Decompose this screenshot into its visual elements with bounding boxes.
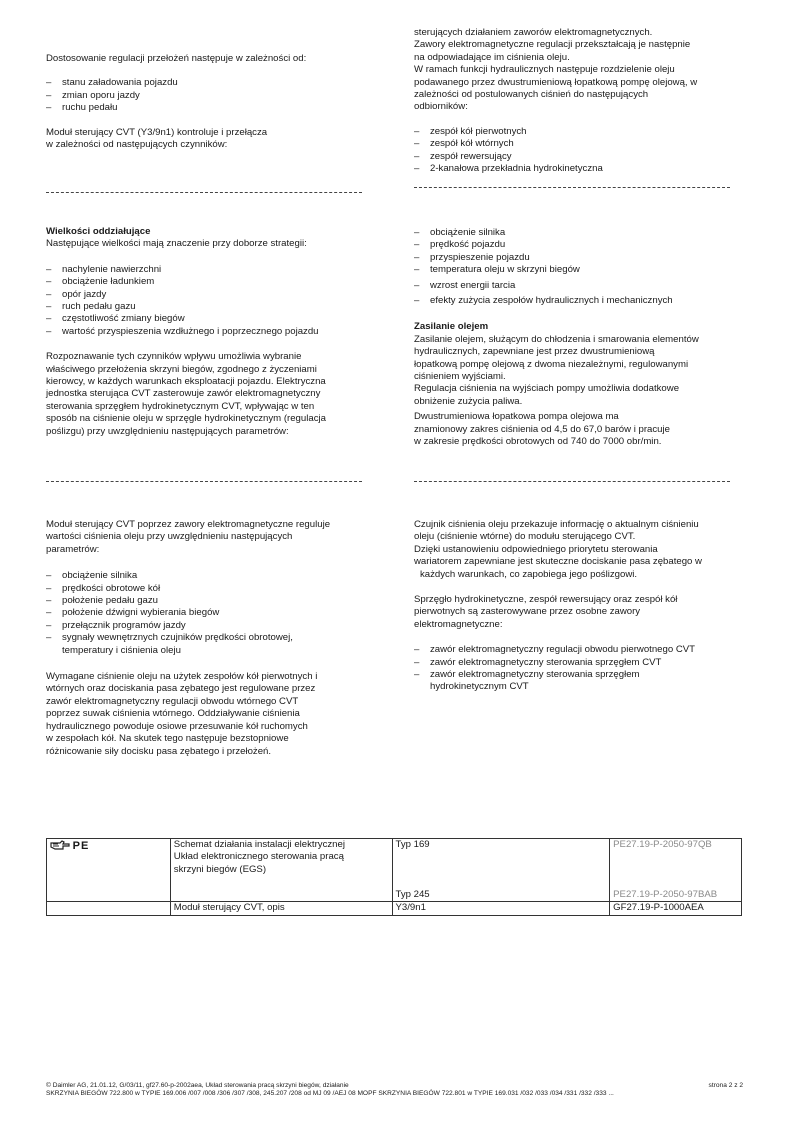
list-item: – ruchu pedału: [46, 102, 376, 114]
separator: [46, 192, 362, 193]
footer-line-1: © Daimler AG, 21.01.12, G/03/11, gf27.60-p-2002aea, Układ sterowania pracą skrzyni biegów, działanie: [46, 1082, 349, 1089]
list-item: – zespół kół wtórnych: [414, 138, 754, 150]
right-section-1: [414, 27, 754, 175]
left1-intro: Dostosowanie regulacji przełożeń następuje w zależności od:: [46, 53, 307, 64]
list-item: – częstotliwość zmiany biegów: [46, 313, 386, 325]
right2-list: [414, 227, 754, 307]
right1-paragraph: sterujących działaniem zaworów elektromagnetycznych. Zawory elektromagnetyczne regulacji przekształcają je następnie na odpowiadające im ciśnienia oleju. W ramach funkcji hydraulicznych następuje rozdzielenie oleju podawanego przez dwustrumieniową łopatkową pompę olejową, w zależności od postulowanych ciśnień do następujących odbiorników:: [414, 27, 698, 113]
type-cell: Typ 169 Typ 245: [392, 839, 610, 902]
list-item: – efekty zużycia zespołów hydraulicznych i mechanicznych: [414, 295, 754, 307]
left3-list: [46, 570, 386, 657]
description-cell: Schemat działania instalacji elektrycznej Układ elektronicznego sterowania pracą skrzyni biegów (EGS): [170, 839, 392, 902]
section-heading: Wielkości oddziałujące: [46, 226, 151, 237]
left2-list: [46, 264, 386, 338]
list-item: – nachylenie nawierzchni: [46, 264, 386, 276]
right3-paragraph-1: Czujnik ciśnienia oleju przekazuje informację o aktualnym ciśnieniu oleju (ciśnienie wtórne) do modułu sterującego CVT. Dzięki ustanowieniu odpowiedniego priorytetu sterowania wariatorem zapewniane jest skuteczne dociskanie pasa zębatego w każdych warunkach, co zapobiega jego poślizgowi.: [414, 519, 702, 580]
right3-list: [414, 644, 754, 694]
left3-intro: Moduł sterujący CVT poprzez zawory elektromagnetyczne reguluje wartości ciśnienia oleju przy uwzględnieniu następujących parametrów:: [46, 519, 331, 555]
list-item: – 2-kanałowa przekładnia hydrokinetyczna: [414, 163, 754, 175]
left2-intro: Następujące wielkości mają znaczenie przy doborze strategii:: [46, 238, 307, 250]
list-item: – stanu załadowania pojazdu: [46, 77, 376, 89]
right2-paragraph-1: Zasilanie olejem, służącym do chłodzenia i smarowania elementów hydraulicznych, zapewniane jest przez dwustrumieniową łopatkową pompę olejową z dwoma niezależnymi, regulowanymi ciśnieniem wyjściami. Regulacja ciśnienia na wyjściach pompy umożliwia dodatkowe obniżenie zużycia paliwa.: [414, 333, 699, 407]
right2-paragraph-2: Dwustrumieniowa łopatkowa pompa olejowa ma znamionowy zakres ciśnienia od 4,5 do 67,0 barów i pracuje w zakresie prędkości obrotowych od 740 do 7000 obr/min.: [414, 411, 670, 448]
list-item: – obciążenie ładunkiem: [46, 276, 386, 288]
list-item: – sygnały wewnętrznych czujników prędkości obrotowej, temperatury i ciśnienia oleju: [46, 632, 386, 657]
left1-outro: Moduł sterujący CVT (Y3/9n1) kontroluje i przełącza w zależności od następujących czynników:: [46, 126, 268, 151]
separator: [414, 187, 730, 188]
list-item: – opór jazdy: [46, 289, 386, 301]
list-item: – zawór elektromagnetyczny sterowania sprzęgłem hydrokinetycznym CVT: [414, 669, 754, 694]
pointing-hand-icon: [50, 839, 70, 855]
left3-paragraph: Wymagane ciśnienie oleju na użytek zespołów kół pierwotnych i wtórnych oraz dociskania pasa zębatego jest regulowane przez zawór elektromagnetyczny regulacji obwodu wtórnego CVT poprzez suwak ciśnienia wtórnego. Oddziaływanie ciśnienia hydraulicznego powoduje osiowe przesuwanie kół ruchomych w zespołach kół. Na skutek tego następuje bezstopniowe różnicowanie siły docisku pasa zębatego i przełożeń.: [46, 671, 318, 757]
right-section-2: [414, 227, 754, 449]
type-cell: Y3/9n1: [392, 902, 610, 916]
page-number: strona 2 z 2: [708, 1082, 743, 1089]
separator: [414, 481, 730, 482]
empty-cell: [47, 902, 171, 916]
list-item: – przyspieszenie pojazdu: [414, 252, 754, 264]
list-item: – obciążenie silnika: [46, 570, 386, 582]
page-footer: [46, 1082, 743, 1099]
right1-list: [414, 126, 754, 176]
reference-table: [46, 838, 742, 916]
left-section-1: [46, 53, 376, 151]
code-cell: GF27.19-P-1000AEA: [610, 902, 742, 916]
left-section-3: [46, 519, 386, 758]
left2-paragraph: Rozpoznawanie tych czynników wpływu umożliwia wybranie właściwego przełożenia skrzyni biegów, zgodnego z życzeniami kierowcy, w każdych warunkach eksploatacji pojazdu. Elektryczna jednostka sterująca CVT zasterowuje zawór elektromagnetyczny sterowania sprzęgłem hydrokinetycznym CVT, wpływając w ten sposób na ciśnienie oleju w sprzęgle hydrokinetycznym (regulacja poślizgu) przy uwzględnieniu następujących parametrów:: [46, 351, 326, 437]
list-item: – wartość przyspieszenia wzdłużnego i poprzecznego pojazdu: [46, 326, 386, 338]
list-item: – prędkości obrotowe kół: [46, 583, 386, 595]
pe-cell: [47, 839, 171, 902]
list-item: – zespół kół pierwotnych: [414, 126, 754, 138]
description-cell: Moduł sterujący CVT, opis: [170, 902, 392, 916]
code-cell: PE27.19-P-2050-97QB PE27.19-P-2050-97BAB: [610, 839, 742, 902]
left1-list: [46, 77, 376, 114]
list-item: – położenie dźwigni wybierania biegów: [46, 607, 386, 619]
table-row: [47, 839, 742, 902]
pe-label: PE: [72, 840, 90, 852]
separator: [46, 481, 362, 482]
list-item: – obciążenie silnika: [414, 227, 754, 239]
list-item: – zawór elektromagnetyczny regulacji obwodu pierwotnego CVT: [414, 644, 754, 656]
list-item: – przełącznik programów jazdy: [46, 620, 386, 632]
list-item: – ruch pedału gazu: [46, 301, 386, 313]
list-item: – temperatura oleju w skrzyni biegów: [414, 264, 754, 276]
right3-paragraph-2: Sprzęgło hydrokinetyczne, zespół rewersujący oraz zespół kół pierwotnych są zasterowywane przez osobne zawory elektromagnetyczne:: [414, 594, 678, 630]
table-row: [47, 902, 742, 916]
footer-line-2: SKRZYNIA BIEGÓW 722.800 w TYPIE 169.006 /007 /008 /306 /307 /308, 245.207 /208 od MJ 09 /AEJ 08 MOPF SKRZYNIA BIEGÓW 722.801 w TYPIE 169.031 /032 /033 /034 /331 /332 /333 ...: [46, 1090, 614, 1098]
list-item: – prędkość pojazdu: [414, 239, 754, 251]
list-item: – położenie pedału gazu: [46, 595, 386, 607]
list-item: – zmian oporu jazdy: [46, 90, 376, 102]
section-heading: Zasilanie olejem: [414, 321, 489, 333]
left-section-2: [46, 226, 386, 438]
list-item: – zawór elektromagnetyczny sterowania sprzęgłem CVT: [414, 657, 754, 669]
right-section-3: [414, 519, 754, 694]
list-item: – zespół rewersujący: [414, 151, 754, 163]
list-item: – wzrost energii tarcia: [414, 280, 754, 292]
